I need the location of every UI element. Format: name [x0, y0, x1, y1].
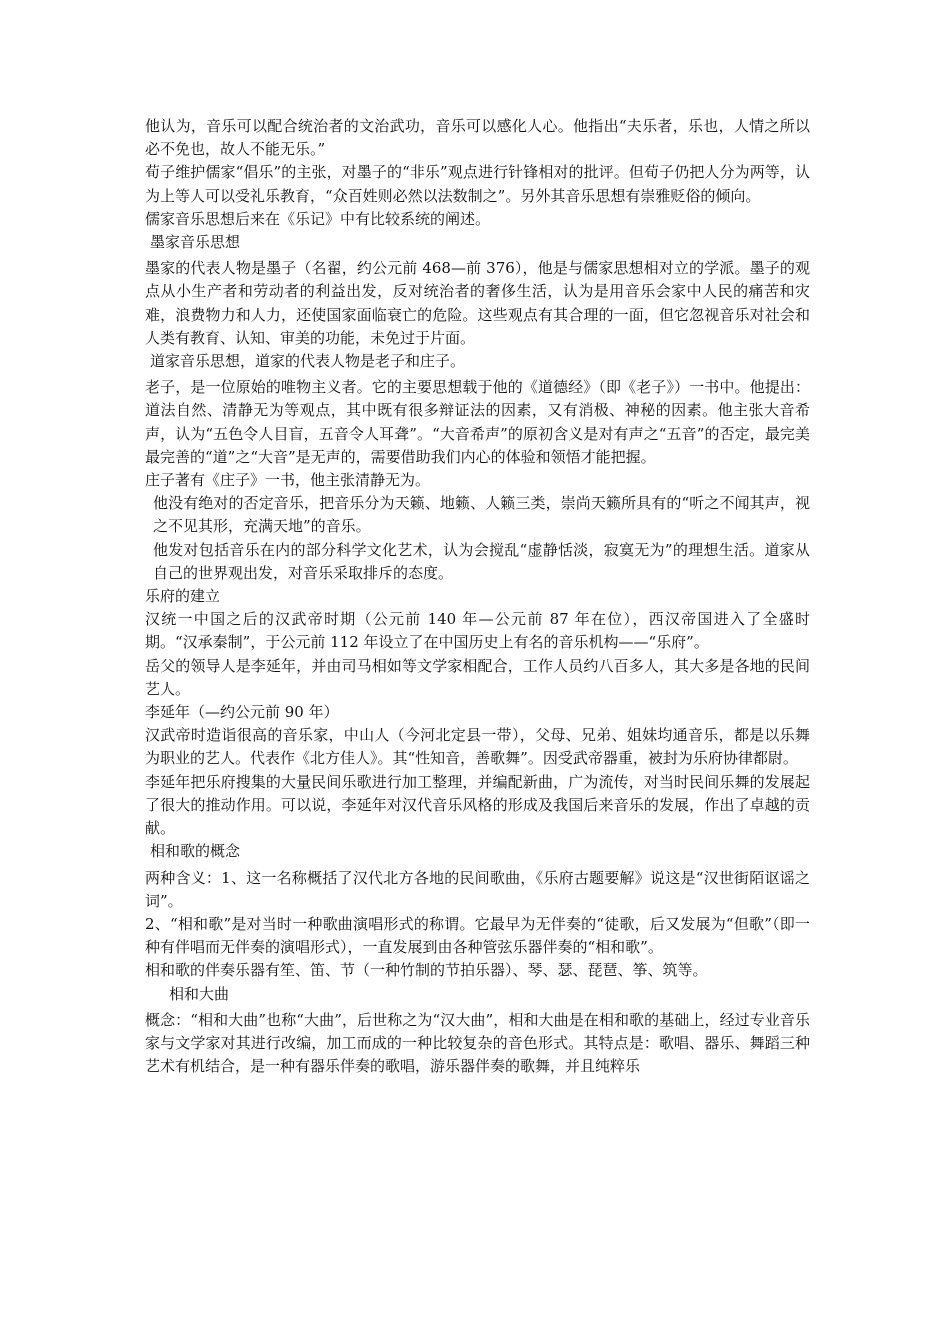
heading-mojia: 墨家音乐思想 — [150, 233, 241, 252]
paragraph-xianghege-meaning-2: 2、“相和歌”是对当时一种歌曲演唱形式的称谓。它最早为无伴奏的“徒歌，后又发展为“但歌”（即一种有伴唱而无伴奏的演唱形式），一直发展到由各种管弦乐器伴奏的“相和歌”。 — [145, 914, 810, 957]
paragraph-laozi: 老子，是一位原始的唯物主义者。它的主要思想载于他的《道德经》（即《老子》）一书中。他提出：道法自然、清静无为等观点，其中既有很多辩证法的因素，又有消极、神秘的因素。他主张大音希声，认为“五色令人目盲，五音令人耳聋”。“大音希声”的原初含义是对有声之“五音”的否定，最完美最完善的“道”之“大音”是无声的，需要借助我们内心的体验和领悟才能把握。 — [145, 378, 810, 466]
paragraph-xianghe-daqu-concept: 概念：“相和大曲”也称“大曲”，后世称之为“汉大曲”，相和大曲是在相和歌的基础上，经过专业音乐家与文学家对其进行改编，加工而成的一种比较复杂的音色形式。其特点是：歌唱、器乐、舞蹈三种艺术有机结合，是一种有器乐伴奏的歌唱，游乐器伴奏的歌舞，并且纯粹乐 — [145, 1010, 810, 1076]
heading-xianghe-daqu: 相和大曲 — [169, 984, 230, 1003]
paragraph-yuefu-staff: 岳父的领导人是李延年，并由司马相如等文学家相配合，工作人员约八百多人，其大多是各地的民间艺人。 — [145, 656, 810, 698]
paragraph-yuefu-founding: 汉统一中国之后的汉武帝时期（公元前 140 年—公元前 87 年在位），西汉帝国进入了全盛时期。“汉承秦制”，于公元前 112 年设立了在中国历史上有名的音乐机构——“乐府”。 — [145, 610, 810, 652]
paragraph-xianghege-instruments: 相和歌的伴奏乐器有笙、笛、节（一种竹制的节拍乐器）、琴、瑟、琵琶、筝、筑等。 — [145, 961, 708, 980]
heading-daojia: 道家音乐思想，道家的代表人物是老子和庄子。 — [150, 352, 466, 371]
heading-li-yannian: 李延年（—约公元前 90 年） — [145, 703, 339, 722]
paragraph-xunzi-critique: 荀子维护儒家“倡乐”的主张，对墨子的“非乐”观点进行针锋相对的批评。但荀子仍把人分为两等，认为上等人可以受礼乐教育，“众百姓则必然以法数制之”。另外其音乐思想有崇雅贬俗的倾向。 — [145, 163, 810, 205]
paragraph-zhuangzi-music: 他没有绝对的否定音乐，把音乐分为天籁、地籁、人籁三类，崇尚天籁所具有的“听之不闻其声，视之不见其形，充满天地”的音乐。 — [153, 494, 810, 536]
paragraph-li-yannian-contribution: 李延年把乐府搜集的大量民间乐歌进行加工整理，并编配新曲，广为流传，对当时民间乐舞的发展起了很大的推动作用。可以说，李延年对汉代音乐风格的形成及我国后来音乐的发展，作出了卓越的贡献。 — [145, 772, 810, 838]
paragraph-yueji: 儒家音乐思想后来在《乐记》中有比较系统的阐述。 — [145, 209, 491, 228]
paragraph-zhuangzi-oppose: 他发对包括音乐在内的部分科学文化艺术，认为会搅乱“虚静恬淡，寂寞无为”的理想生活。道家从自己的世界观出发，对音乐采取排斥的态度。 — [153, 540, 810, 582]
heading-yuefu: 乐府的建立 — [145, 587, 221, 606]
paragraph-xianghege-meaning-1: 两种含义：1、这一名称概括了汉代北方各地的民间歌曲，《乐府古题要解》说这是“汉世街陌讴谣之词”。 — [145, 868, 810, 910]
heading-xianghege: 相和歌的概念 — [150, 842, 241, 861]
document-page — [145, 115, 810, 1078]
paragraph-li-yannian-bio: 汉武帝时造诣很高的音乐家，中山人（今河北定县一带），父母、兄弟、姐妹均通音乐，都是以乐舞为职业的艺人。代表作《北方佳人》。其“性知音，善歌舞”。因受武帝器重，被封为乐府协律都尉。 — [145, 726, 810, 768]
paragraph-xunzi-view: 他认为，音乐可以配合统治者的文治武功，音乐可以感化人心。他指出“夫乐者，乐也，人情之所以必不免也，故人不能无乐。” — [145, 117, 810, 159]
paragraph-zhuangzi: 庄子著有《庄子》一书，他主张清静无为。 — [145, 471, 431, 490]
paragraph-mozi: 墨家的代表人物是墨子（名翟，约公元前 468—前 376），他是与儒家思想相对立的学派。墨子的观点从小生产者和劳动者的利益出发，反对统治者的奢侈生活，认为是用音乐会家中人民的痛苦和灾难，浪费物力和人力，还使国家面临衰亡的危险。这些观点有其合理的一面，但它忽视音乐对社会和人类有教育、认知、审美的功能，未免过于片面。 — [145, 259, 810, 347]
